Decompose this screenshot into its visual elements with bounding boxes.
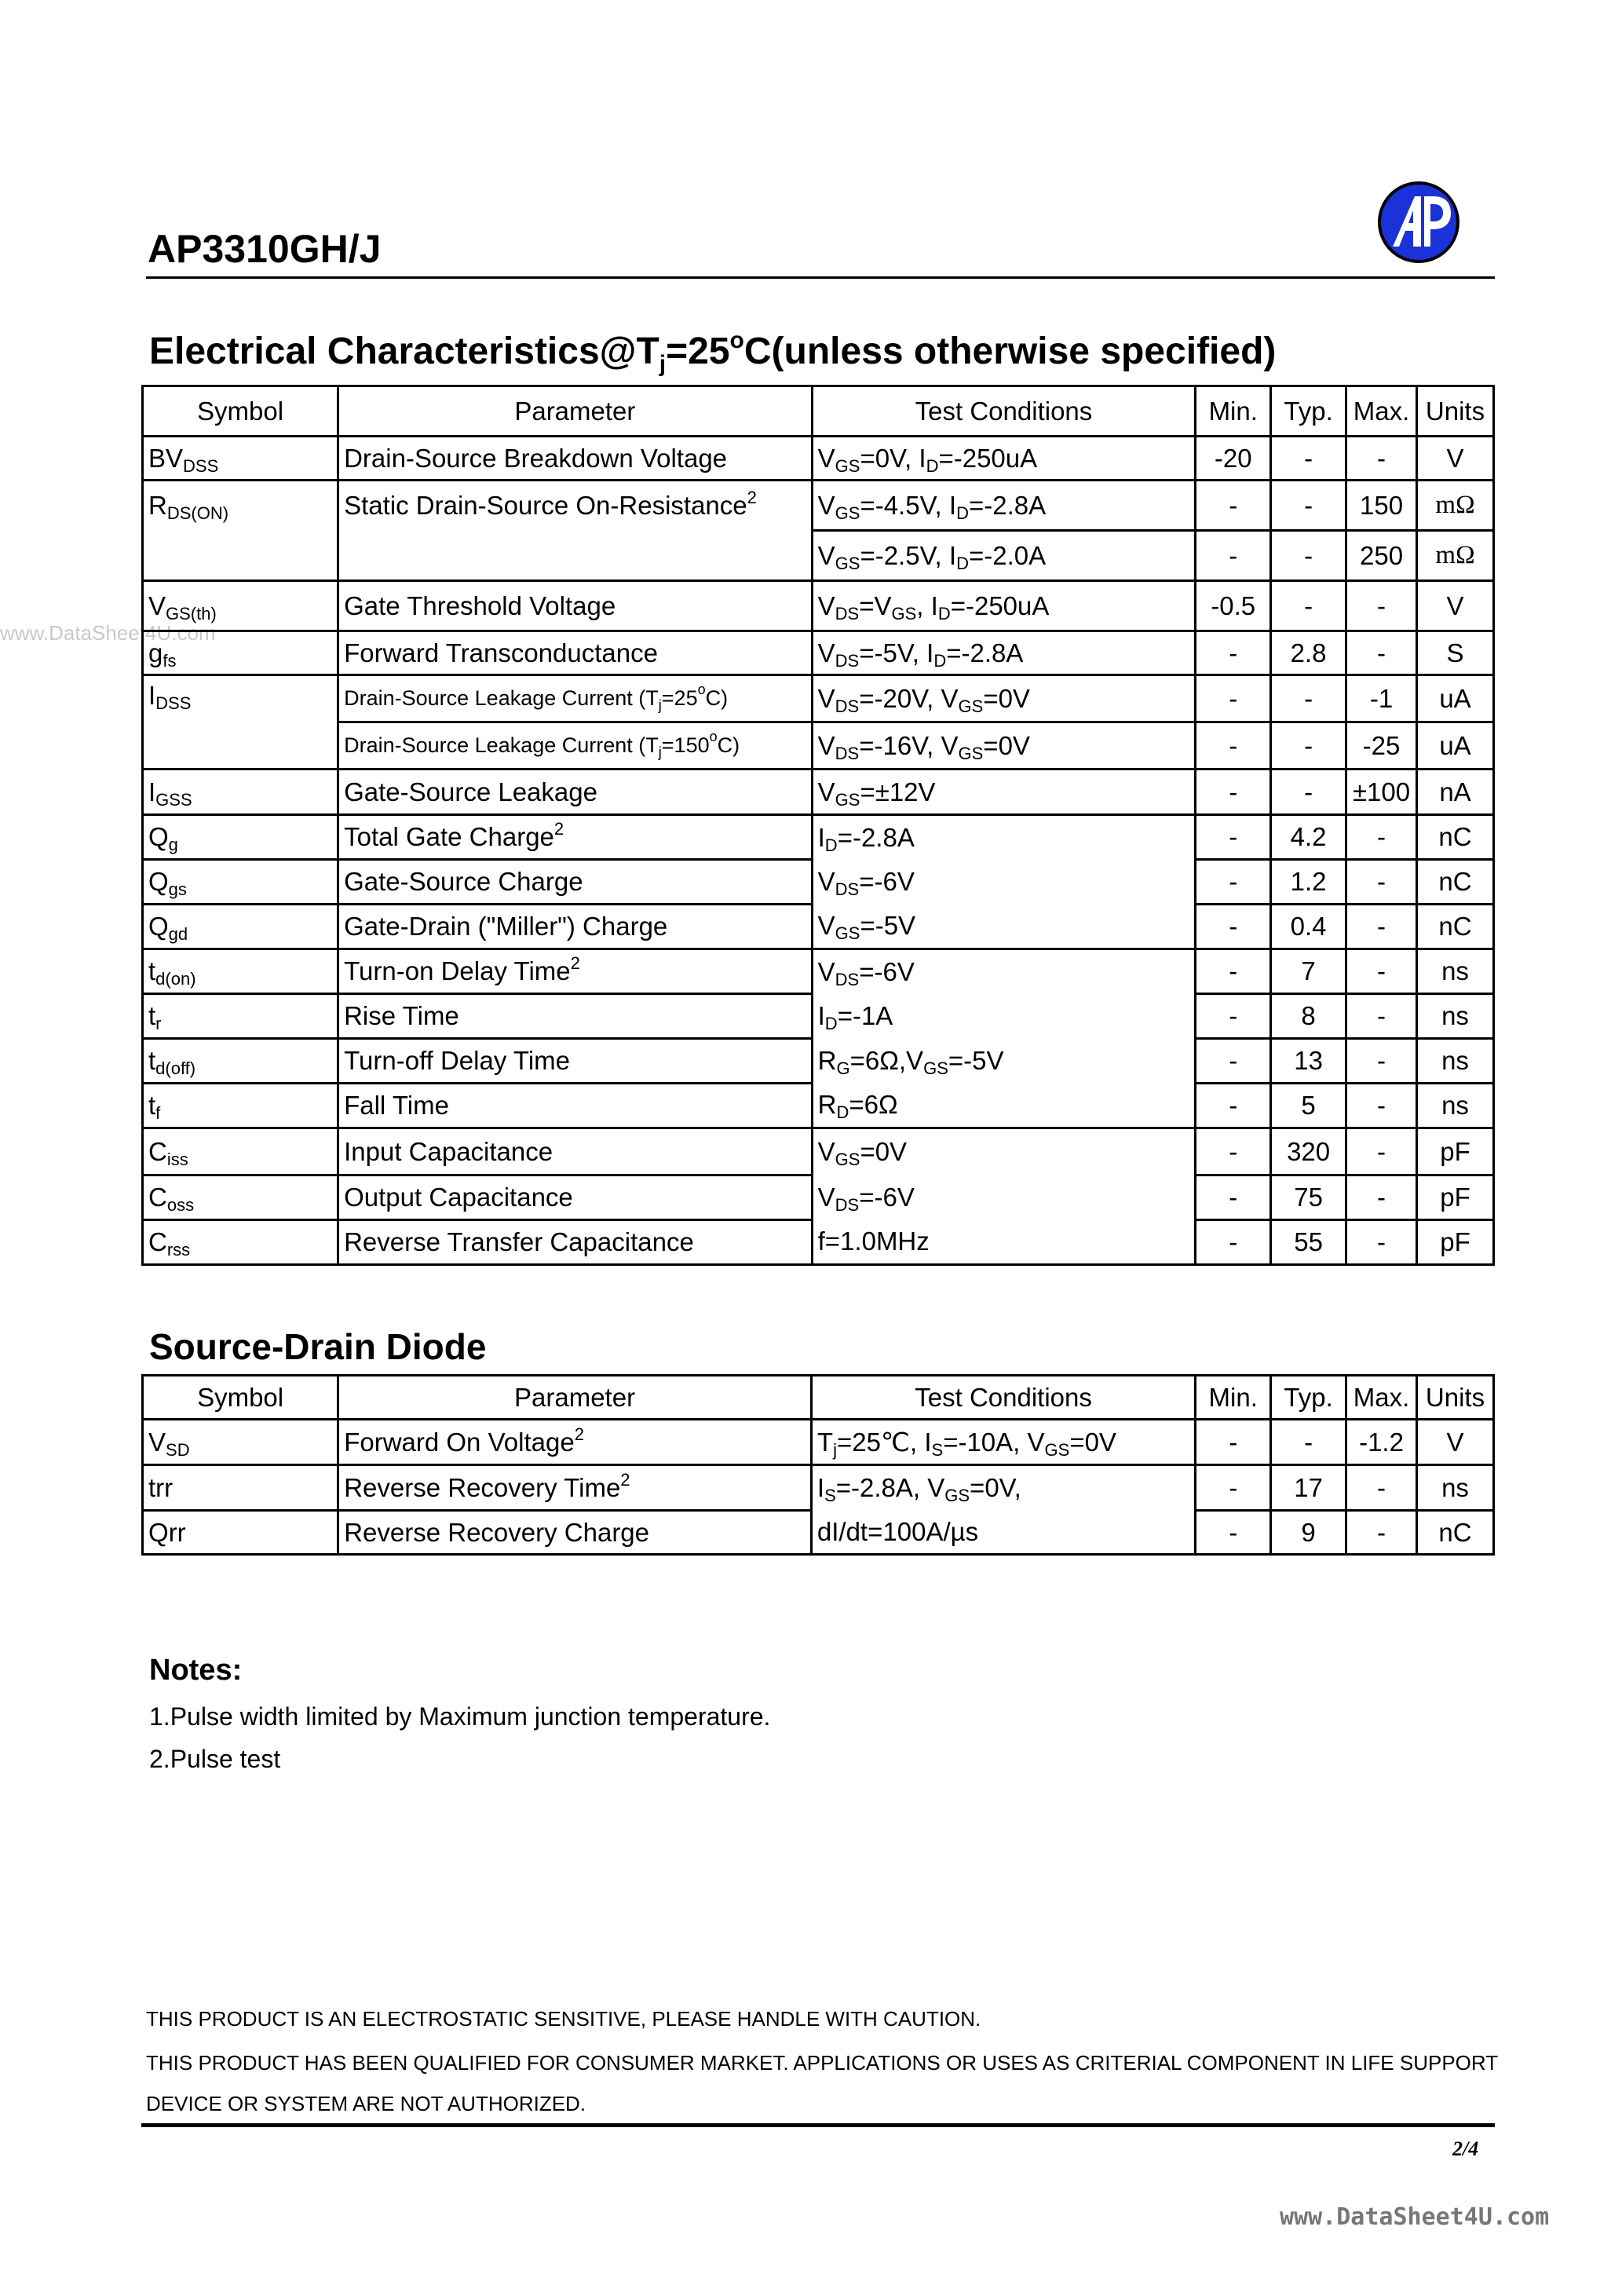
condition-text: , I [916,590,938,620]
condition-text: =-4.5V, I [860,490,957,520]
condition-text: =25℃, I [836,1428,932,1457]
parameter-cell: Reverse Transfer Capacitance [338,1220,813,1265]
condition-subscript: GS [835,789,860,810]
condition-subscript: G [836,1058,850,1078]
unit-cell: nC [1417,905,1494,949]
symbol-cell: $t_f$ [143,1084,338,1128]
conditions-cell [811,1465,1195,1511]
max-cell: 250 [1346,531,1417,581]
parameter-cell: Gate-Drain ("Miller") Charge [338,905,813,949]
min-cell: - [1196,631,1271,675]
condition-text: V [817,590,835,620]
table-row [143,770,1494,815]
condition-text: R [817,1090,837,1120]
condition-text: =0V [860,1137,908,1167]
max-cell: - [1346,1220,1417,1265]
typ-cell: 55 [1271,1220,1346,1265]
typ-cell: - [1271,481,1346,531]
min-cell: - [1196,1511,1271,1555]
conditions-cell [812,860,1196,905]
max-cell: - [1346,1175,1417,1220]
condition-text: V [817,1137,835,1167]
condition-text: =0V [983,730,1030,760]
typ-cell: 9 [1271,1511,1346,1555]
condition-subscript: D [836,1102,849,1123]
symbol-cell: $Q_g$ [143,815,338,860]
unit-cell: uA [1417,722,1494,770]
table-row [143,1511,1494,1555]
table-row [143,860,1494,905]
conditions-cell [812,437,1196,481]
max-cell: - [1346,1084,1417,1128]
conditions-cell [812,531,1196,581]
condition-subscript: D [926,455,939,476]
condition-subscript: DS [835,969,860,989]
condition-subscript: GS [835,553,860,573]
parameter-cell: Input Capacitance [338,1128,813,1175]
conditions-cell [812,675,1196,722]
parameter-cell: Fall Time [338,1084,813,1128]
parameter-cell: Forward Transconductance [338,631,813,675]
conditions-cell [812,481,1196,531]
condition-text: =0V, I [860,443,926,473]
condition-text: =-2.8A [946,638,1024,667]
condition-subscript: D [937,603,951,623]
typ-cell: - [1271,722,1346,770]
unit-cell: ns [1417,994,1494,1039]
table-row [143,531,1494,581]
max-cell: - [1346,1511,1417,1555]
condition-subscript: DS [835,696,860,716]
condition-subscript: D [956,553,969,573]
parameter-cell: Gate Threshold Voltage [338,581,813,631]
condition-subscript: D [933,650,947,671]
condition-text: R [817,1046,837,1075]
min-cell: - [1196,722,1271,770]
symbol-cell: $BV_{DSS}$ [143,437,338,481]
column-header: Symbol [143,386,338,437]
condition-text: =6Ω,V [849,1046,924,1075]
symbol-cell: Qrr [143,1511,338,1555]
condition-text: =-6V [859,1183,915,1212]
min-cell: - [1196,1465,1271,1511]
typ-cell: - [1271,581,1346,631]
note-item: 2.Pulse test [149,1745,281,1773]
symbol-cell: $I_{DSS}$ [143,675,338,722]
condition-text: V [817,956,835,986]
column-header: Max. [1346,386,1417,437]
condition-text: V [817,683,835,713]
symbol-cell: $t_r$ [143,994,338,1039]
unit-cell: ns [1417,949,1494,994]
max-cell: - [1346,905,1417,949]
symbol-cell [143,531,338,581]
min-cell: - [1196,531,1271,581]
column-header: Test Conditions [811,1376,1195,1420]
table-row [143,1465,1494,1511]
unit-cell: mΩ [1417,481,1494,531]
condition-text: =-5V, I [859,638,934,667]
parameter-cell: Gate-Source Leakage [338,770,813,815]
typ-cell: 13 [1271,1039,1346,1084]
unit-cell: pF [1417,1220,1494,1265]
conditions-cell [812,631,1196,675]
condition-text: =-20V, V [859,683,959,713]
symbol-cell: $C_{oss}$ [143,1175,338,1220]
table-row [143,1128,1494,1175]
typ-cell: - [1271,1420,1346,1465]
parameter-cell: Drain-Source Leakage Current $(T_j=25^oC)$ [338,675,813,722]
note-item: 1.Pulse width limited by Maximum junction temperature. [149,1702,771,1731]
condition-text: T [816,1428,834,1457]
column-header: Typ. [1271,1376,1346,1420]
unit-cell: pF [1417,1128,1494,1175]
unit-cell: nC [1417,1511,1494,1555]
table-row [143,1084,1494,1128]
max-cell: - [1346,815,1417,860]
condition-text: V [817,777,835,806]
column-header: Typ. [1271,386,1346,437]
column-header: Units [1417,1376,1494,1420]
unit-cell: mΩ [1417,531,1494,581]
symbol-cell: trr [143,1465,338,1511]
parameter-cell: Turn-off Delay Time [338,1039,813,1084]
max-cell: - [1346,437,1417,481]
condition-subscript: j [833,1440,837,1460]
symbol-cell: $t_{d(off)}$ [143,1039,338,1084]
condition-text: =-5V [948,1046,1004,1075]
parameter-cell: Static Drain-Source On-Resistance$^2$ [338,481,813,531]
condition-subscript: DS [835,879,860,899]
min-cell: -20 [1196,437,1271,481]
max-cell: - [1346,994,1417,1039]
typ-cell: 7 [1271,949,1346,994]
condition-subscript: DS [835,1195,860,1215]
typ-cell: 4.2 [1271,815,1346,860]
unit-cell: nC [1417,815,1494,860]
table-header-row [143,1376,1494,1420]
condition-subscript: GS [835,1150,860,1170]
table-row [143,437,1494,481]
max-cell: -1.2 [1346,1420,1417,1465]
conditions-cell [812,1128,1196,1175]
column-header: Min. [1196,1376,1271,1420]
max-cell: -1 [1346,675,1417,722]
min-cell: - [1196,770,1271,815]
conditions-cell [811,1511,1195,1555]
min-cell: - [1196,1220,1271,1265]
table-row [143,481,1494,531]
condition-text: =±12V [860,777,936,806]
max-cell: ±100 [1346,770,1417,815]
condition-text: =6Ω [849,1090,898,1120]
symbol-cell: $V_{SD}$ [143,1420,338,1465]
max-cell: - [1346,631,1417,675]
min-cell: - [1196,1084,1271,1128]
header-rule [146,276,1495,279]
condition-text: V [817,867,835,896]
condition-subscript: GS [923,1058,948,1078]
parameter-cell: Drain-Source Leakage Current $(T_j=150^oC)$ [338,722,813,770]
symbol-cell: $C_{iss}$ [143,1128,338,1175]
conditions-cell [812,949,1196,994]
condition-text: =0V [983,683,1030,713]
conditions-cell [812,581,1196,631]
unit-cell: uA [1417,675,1494,722]
symbol-cell: $Q_{gd}$ [143,905,338,949]
condition-text: =-2.8A, V [835,1473,945,1503]
table-row [143,815,1494,860]
condition-subscript: GS [835,503,860,523]
parameter-cell [338,531,813,581]
condition-subscript: S [824,1486,836,1506]
conditions-cell [812,905,1196,949]
disclaimer-text: DEVICE OR SYSTEM ARE NOT AUTHORIZED. [146,2092,586,2115]
symbol-cell: $C_{rss}$ [143,1220,338,1265]
min-cell: - [1196,1039,1271,1084]
unit-cell: V [1417,437,1494,481]
watermark: www.DataSheet4U.com [0,621,216,645]
table-row [143,1175,1494,1220]
symbol-cell: $Q_{gs}$ [143,860,338,905]
typ-cell: 320 [1271,1128,1346,1175]
min-cell: - [1196,1175,1271,1220]
symbol-cell: $R_{DS(ON)}$ [143,481,338,531]
condition-subscript: GS [891,603,917,623]
unit-cell: S [1417,631,1494,675]
condition-text: V [817,911,835,941]
column-header: Parameter [338,386,813,437]
part-number: AP3310GH/J [148,227,382,271]
column-header: Test Conditions [812,386,1196,437]
parameter-cell: Gate-Source Charge [338,860,813,905]
condition-text: V [817,1183,835,1212]
typ-cell: - [1271,675,1346,722]
max-cell: - [1346,1039,1417,1084]
condition-subscript: D [956,503,969,523]
source-drain-diode-heading: Source-Drain Diode [149,1326,487,1367]
table-row [143,1220,1494,1265]
table-row [143,994,1494,1039]
condition-text: =-250uA [950,590,1050,620]
condition-text: =0V, [970,1473,1021,1503]
symbol-cell [143,722,338,770]
condition-text: I [817,1001,825,1030]
min-cell: - [1196,815,1271,860]
table-row [143,631,1494,675]
unit-cell: pF [1417,1175,1494,1220]
conditions-cell [812,1084,1196,1128]
unit-cell: V [1417,581,1494,631]
typ-cell: - [1271,531,1346,581]
conditions-cell [812,815,1196,860]
condition-subscript: GS [1044,1440,1070,1460]
condition-text: =-6V [859,867,915,896]
condition-text: dI/dt=100A/µs [816,1516,979,1546]
max-cell: -25 [1346,722,1417,770]
typ-cell: 75 [1271,1175,1346,1220]
electrical-characteristics-heading: Electrical $Characteristics@T_j=25^oC(unless$ otherwise specified) [149,327,1277,377]
parameter-cell: Rise Time [338,994,813,1039]
conditions-cell [812,722,1196,770]
unit-cell: nA [1417,770,1494,815]
condition-text: =-2.8A [837,822,915,852]
typ-cell: 1.2 [1271,860,1346,905]
unit-cell: ns [1417,1039,1494,1084]
parameter-cell: Total Gate Charge$^2$ [338,815,813,860]
unit-cell: V [1417,1420,1494,1465]
symbol-cell: $t_{d(on)}$ [143,949,338,994]
condition-subscript: DS [835,603,860,623]
parameter-cell: Turn-on Delay Time$^2$ [338,949,813,994]
condition-text: =0V [1069,1428,1116,1457]
column-header: Max. [1346,1376,1417,1420]
conditions-cell [812,1039,1196,1084]
condition-text: =-2.5V, I [860,540,957,570]
condition-subscript: GS [944,1486,970,1506]
max-cell: - [1346,1128,1417,1175]
condition-subscript: DS [835,650,860,671]
notes-heading: Notes: [149,1654,243,1687]
table-row [143,1420,1494,1465]
condition-subscript: GS [958,743,984,763]
typ-cell: 17 [1271,1465,1346,1511]
symbol-cell: $V_{GS(th)}$ [143,581,338,631]
conditions-cell [812,1175,1196,1220]
condition-text: =-6V [859,956,915,986]
table-row [143,1039,1494,1084]
disclaimer-text: THIS PRODUCT HAS BEEN QUALIFIED FOR CONSUMER MARKET. APPLICATIONS OR USES AS CRITERIAL COMPONENT IN LIFE SUPPORT [146,2051,1499,2075]
page-number: 2/4 [1452,2137,1479,2160]
symbol-cell: $g_{fs}$ [143,631,338,675]
condition-text: =-5V [860,911,916,941]
column-header: Symbol [143,1376,338,1420]
column-header: Min. [1196,386,1271,437]
min-cell: -0.5 [1196,581,1271,631]
unit-cell: ns [1417,1084,1494,1128]
conditions-cell [812,994,1196,1039]
condition-subscript: GS [958,696,984,716]
condition-text: V [817,638,835,667]
table-row [143,949,1494,994]
min-cell: - [1196,949,1271,994]
min-cell: - [1196,1128,1271,1175]
esd-warning: THIS PRODUCT IS AN ELECTROSTATIC SENSITIVE, PLEASE HANDLE WITH CAUTION. [146,2007,981,2031]
min-cell: - [1196,675,1271,722]
condition-text: =-2.8A [968,490,1047,520]
max-cell: - [1346,1465,1417,1511]
table-row [143,675,1494,722]
condition-text: =V [859,590,892,620]
unit-cell: ns [1417,1465,1494,1511]
typ-cell: - [1271,437,1346,481]
conditions-cell [812,1220,1196,1265]
column-header: Parameter [338,1376,812,1420]
min-cell: - [1196,994,1271,1039]
typ-cell: - [1271,770,1346,815]
condition-subscript: GS [835,923,860,944]
condition-text: =-16V, V [859,730,959,760]
condition-text: =-1A [837,1001,893,1030]
condition-text: =-250uA [938,443,1038,473]
parameter-cell: Output Capacitance [338,1175,813,1220]
typ-cell: 2.8 [1271,631,1346,675]
source-drain-diode-table [141,1374,1495,1556]
parameter-cell: Drain-Source Breakdown Voltage [338,437,813,481]
condition-subscript: GS [835,455,860,476]
condition-subscript: S [931,1440,944,1460]
condition-text: V [817,490,835,520]
source-url: www.DataSheet4U.com [1280,2203,1550,2231]
conditions-cell [812,770,1196,815]
condition-text: V [817,540,835,570]
parameter-cell: Forward On Voltage$^2$ [338,1420,812,1465]
condition-text: V [817,730,835,760]
condition-text: I [816,1473,825,1503]
conditions-cell [811,1420,1195,1465]
max-cell: 150 [1346,481,1417,531]
table-header-row [143,386,1494,437]
footer-rule [141,2123,1495,2127]
column-header: Units [1417,386,1494,437]
condition-text: =-2.0A [968,540,1047,570]
min-cell: - [1196,860,1271,905]
typ-cell: 0.4 [1271,905,1346,949]
parameter-cell: Reverse Recovery Charge [338,1511,812,1555]
max-cell: - [1346,581,1417,631]
parameter-cell: Reverse Recovery Time$^2$ [338,1465,812,1511]
condition-subscript: DS [835,743,860,763]
electrical-characteristics-table [141,385,1495,1266]
min-cell: - [1196,1420,1271,1465]
condition-subscript: D [824,1014,838,1033]
company-logo [1375,179,1462,265]
condition-text: f=1.0MHz [817,1227,930,1256]
typ-cell: 5 [1271,1084,1346,1128]
unit-cell: nC [1417,860,1494,905]
max-cell: - [1346,949,1417,994]
min-cell: - [1196,481,1271,531]
condition-text: V [817,443,835,473]
typ-cell: 8 [1271,994,1346,1039]
table-row [143,581,1494,631]
table-row [143,905,1494,949]
table-row [143,722,1494,770]
condition-subscript: D [824,835,838,855]
max-cell: - [1346,860,1417,905]
condition-text: I [817,822,825,852]
min-cell: - [1196,905,1271,949]
condition-text: =-10A, V [943,1428,1045,1457]
symbol-cell: $I_{GSS}$ [143,770,338,815]
